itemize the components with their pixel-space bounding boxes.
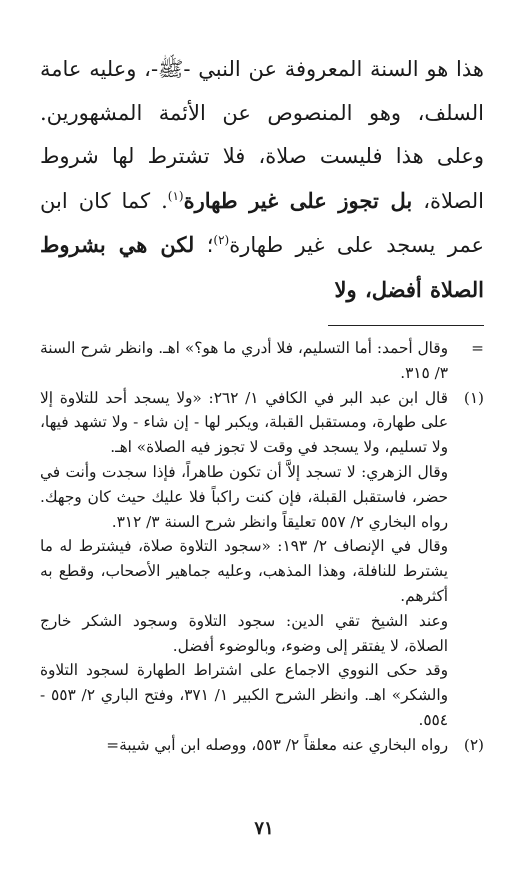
footnote-paragraph: وعند الشيخ تقي الدين: سجود التلاوة وسجود الشكر خارج الصلاة، لا يفتقر إلى وضوء، وبالوضوء أفضل. [40,611,448,655]
footnote-body [40,336,448,386]
main-text-part-3: ؛ [194,233,214,257]
page-number: ٧١ [254,818,274,839]
footnote-2 [40,733,484,758]
main-text-part-2: . كما كان ابن عمر يسجد على غير طهارة [40,188,484,257]
footnote-paragraph: وقال في الإنصاف ٢/ ١٩٣: «سجود التلاوة صلاة، فيشترط له ما يشترط للنافلة، وهذا المذهب، وعليه جماهير الأصحاب، وقطع به أكثرهم. [40,537,448,605]
footnote-paragraph: قال ابن عبد البر في الكافي ١/ ٢٦٢: «ولا يسجد أحد للتلاوة إلا على طهارة، ومستقبل القبلة، ويكبر لها - إن شاء - ولا تشهد فيها، ولا تسليم، ولا يسجد في وقت لا تجوز فيه الصلاة» اهـ. [40,388,448,457]
footnote-ref-1: (١) [167,188,184,203]
footnote-paragraph: وقال أحمد: أما التسليم، فلا أدري ما هو؟» اهـ. وانظر شرح السنة ٣/ ٣١٥. [40,339,448,382]
footnotes [40,336,484,758]
footnote-1 [40,386,484,733]
footnote-mark: (١) [463,388,484,407]
footnote-body [40,386,448,733]
footnote-paragraph: وقد حكى النووي الاجماع على اشتراط الطهارة لسجود التلاوة والشكر» اهـ. وانظر الشرح الكبير ١/ ٣٧١، وفتح الباري ٢/ ٥٥٣ - ٥٥٤. [40,661,448,729]
footnote-ref-2: (٢) [213,233,230,247]
main-text-part-1: هذا هو السنة المعروفة عن النبي -ﷺ-، وعليه عامة السلف، وهو المنصوص عن الأئمة المشهورين. وعلى هذا فليست صلاة، فلا تشترط لها شروط الصلاة، [40,57,484,213]
bold-phrase-2: لكن هي بشروط الصلاة أفضل، ولا [40,232,484,302]
main-paragraph [40,48,484,312]
footnote-body [40,733,448,758]
footnote-mark: = [471,339,484,357]
footnote-separator [328,325,484,326]
footnote-continuation [40,336,484,386]
footnote-mark: (٢) [463,735,484,754]
footnote-paragraph: وقال الزهري: لا تسجد إلاَّ أن تكون طاهراً، فإذا سجدت وأنت في حضر، فاستقبل القبلة، فإن كنت راكباً فلا عليك حيث كان وجهك. رواه البخاري ٢/ ٥٥٧ تعليقاً وانظر شرح السنة ٣/ ٣١٢. [40,462,448,531]
footnote-paragraph: رواه البخاري عنه معلقاً ٢/ ٥٥٣، ووصله ابن أبي شيبة= [106,735,448,754]
bold-phrase-1: بل تجوز على غير طهارة [183,187,413,213]
